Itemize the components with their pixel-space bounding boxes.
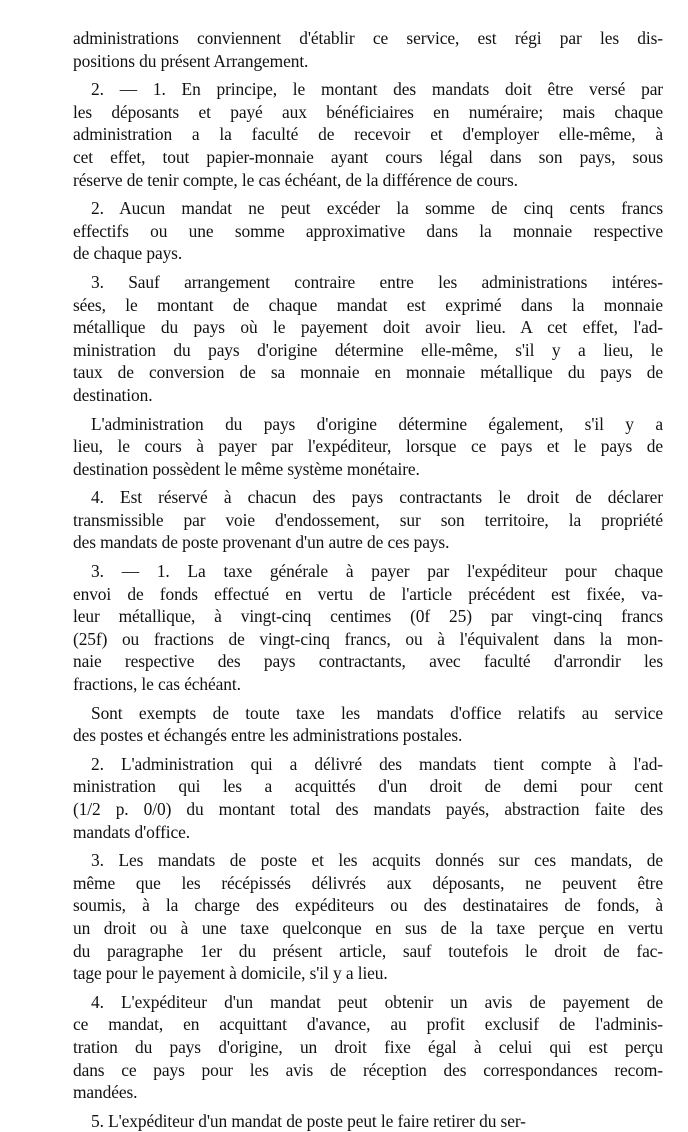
- text-line: ce mandat, en acquittant d'avance, au profit exclusif de l'adminis-: [73, 1014, 663, 1035]
- text-line: du paragraphe 1er du présent article, sauf toutefois le droit de fac-: [73, 940, 663, 961]
- text-line: 3. — 1. La taxe générale à payer par l'expéditeur pour chaque: [91, 561, 663, 582]
- text-line: 2. Aucun mandat ne peut excéder la somme de cinq cents francs: [91, 198, 663, 219]
- text-line: les déposants et payé aux bénéficiaires en numéraire; mais chaque: [73, 101, 663, 122]
- text-line: mandats d'office.: [73, 821, 191, 842]
- text-line: naie respective des pays contractants, avec faculté d'arrondir les: [73, 651, 663, 672]
- text-line: administrations conviennent d'établir ce service, est régi par les dis-: [73, 28, 663, 48]
- text-line: mandées.: [73, 1082, 138, 1103]
- text-line: 3. Sauf arrangement contraire entre les administrations intéres-: [91, 271, 663, 292]
- text-line: ministration du pays d'origine détermine elle-même, s'il y a lieu, le: [73, 339, 663, 360]
- text-line: dans ce pays pour les avis de réception des correspondances recom-: [73, 1059, 663, 1080]
- text-line: positions du présent Arrangement.: [73, 50, 309, 71]
- text-line: ministration qui les a acquittés d'un droit de demi pour cent: [73, 776, 663, 797]
- text-line: des postes et échangés entre les administrations postales.: [73, 725, 463, 746]
- paragraph: [73, 991, 663, 1104]
- text-line: taux de conversion de sa monnaie en monnaie métallique du pays de: [73, 362, 663, 383]
- text-line: Sont exempts de toute taxe les mandats d'office relatifs au service: [91, 702, 663, 723]
- text-line: métallique du pays où le payement doit avoir lieu. A cet effet, l'ad-: [73, 317, 663, 338]
- text-line: destination.: [73, 384, 153, 405]
- text-line: 4. Est réservé à chacun des pays contractants le droit de déclarer: [91, 487, 663, 508]
- text-line: cet effet, tout papier-monnaie ayant cours légal dans son pays, sous: [73, 146, 663, 167]
- text-line: effectifs ou une somme approximative dans la monnaie respective: [73, 220, 663, 241]
- text-line: 2. L'administration qui a délivré des mandats tient compte à l'ad-: [91, 753, 663, 774]
- text-line: administration a la faculté de recevoir et d'employer elle-même, à: [73, 124, 663, 145]
- text-line: des mandats de poste provenant d'un autre de ces pays.: [73, 532, 450, 553]
- text-line: (1/2 p. 0/0) du montant total des mandats payés, abstraction faite des: [73, 799, 663, 819]
- paragraph: [73, 560, 663, 696]
- text-line: envoi de fonds effectué en vertu de l'article précédent est fixée, va-: [73, 583, 663, 604]
- paragraph: [73, 413, 663, 481]
- text-line: un droit ou à une taxe quelconque en sus de la taxe perçue en vertu: [73, 917, 663, 938]
- paragraph: [73, 486, 663, 554]
- text-line: réserve de tenir compte, le cas échéant, de la différence de cours.: [73, 169, 518, 190]
- text-line: fractions, le cas échéant.: [73, 674, 241, 695]
- paragraph: [73, 27, 663, 72]
- text-line: L'administration du pays d'origine détermine également, s'il y a: [91, 413, 663, 434]
- article-text: [73, 27, 663, 1132]
- paragraph: [73, 1110, 663, 1132]
- text-line: destination possèdent le même système monétaire.: [73, 458, 420, 479]
- text-line: 3. Les mandats de poste et les acquits donnés sur ces mandats, de: [91, 850, 663, 871]
- text-line: tage pour le payement à domicile, s'il y a lieu.: [73, 963, 388, 984]
- text-line: de chaque pays.: [73, 243, 183, 264]
- paragraph: [73, 271, 663, 407]
- paragraph: [73, 753, 663, 843]
- paragraph: [73, 849, 663, 985]
- text-line: 5. L'expéditeur d'un mandat de poste peut le faire retirer du ser-: [91, 1110, 526, 1131]
- paragraph: [73, 78, 663, 191]
- text-line: soumis, à la charge des expéditeurs ou des destinataires de fonds, à: [73, 895, 663, 916]
- text-line: sées, le montant de chaque mandat est exprimé dans la monnaie: [73, 294, 663, 315]
- text-line: leur métallique, à vingt-cinq centimes (0f 25) par vingt-cinq francs: [73, 606, 663, 627]
- paragraph: [73, 197, 663, 265]
- paragraph: [73, 702, 663, 747]
- text-line: (25f) ou fractions de vingt-cinq francs, ou à l'équivalent dans la mon-: [73, 628, 663, 649]
- text-line: 2. — 1. En principe, le montant des mandats doit être versé par: [91, 79, 663, 100]
- text-line: 4. L'expéditeur d'un mandat peut obtenir un avis de payement de: [91, 991, 663, 1012]
- text-line: même que les récépissés délivrés aux déposants, ne peuvent être: [73, 872, 663, 893]
- text-line: lieu, le cours à payer par l'expéditeur, lorsque ce pays et le pays de: [73, 436, 663, 457]
- text-line: transmissible par voie d'endossement, sur son territoire, la propriété: [73, 509, 663, 530]
- text-line: tration du pays d'origine, un droit fixe égal à celui qui est perçu: [73, 1036, 663, 1057]
